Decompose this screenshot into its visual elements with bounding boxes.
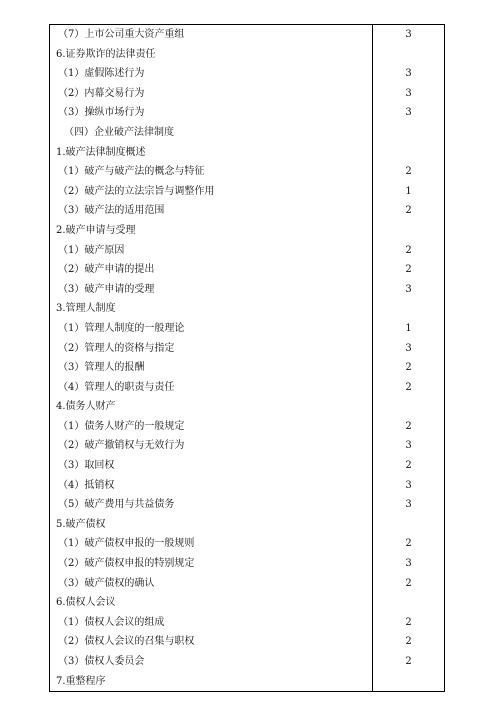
table-row [50,45,445,65]
table-row [50,84,445,104]
topic-item: （1）虚假陈述行为 [50,64,373,84]
level-cell: 2 [373,241,445,261]
level-cell: 2 [373,534,445,554]
table-row [50,221,445,241]
table-row [50,574,445,594]
table-row [50,358,445,378]
table-row [50,417,445,437]
topic-heading: 7.重整程序 [50,672,373,692]
table-row [50,436,445,456]
table-row [50,103,445,123]
level-cell: 3 [373,476,445,496]
level-cell: 2 [373,201,445,221]
level-cell [373,123,445,143]
topic-item: （3）管理人的报酬 [50,358,373,378]
topic-item: （3）债权人委员会 [50,652,373,672]
table-row [50,672,445,692]
table-row [50,456,445,476]
topic-item: （4）抵销权 [50,476,373,496]
table-row [50,201,445,221]
level-cell: 3 [373,25,445,45]
table-row [50,495,445,515]
table-row [50,476,445,496]
table-row [50,515,445,535]
table-row [50,182,445,202]
level-cell [373,221,445,241]
topic-item: （2）管理人的资格与指定 [50,339,373,359]
topic-item: （1）债权人会议的组成 [50,613,373,633]
topic-item: （1）管理人制度的一般理论 [50,319,373,339]
table-row [50,260,445,280]
level-cell: 2 [373,574,445,594]
level-cell: 3 [373,64,445,84]
level-cell: 2 [373,417,445,437]
level-cell: 3 [373,84,445,104]
topic-heading: 2.破产申请与受理 [50,221,373,241]
table-row [50,593,445,613]
level-cell: 2 [373,652,445,672]
topic-heading: 6.债权人会议 [50,593,373,613]
level-cell: 1 [373,182,445,202]
level-cell [373,672,445,692]
level-cell: 2 [373,260,445,280]
table-row [50,280,445,300]
topic-item: （7）上市公司重大资产重组 [50,25,373,45]
level-cell: 2 [373,358,445,378]
topic-item: （1）破产原因 [50,241,373,261]
topic-item: （2）破产申请的提出 [50,260,373,280]
table-row [50,123,445,143]
syllabus-table-body [50,25,445,692]
table-row [50,25,445,45]
topic-item: （2）债权人会议的召集与职权 [50,632,373,652]
table-row [50,64,445,84]
syllabus-table [49,24,445,692]
table-row [50,241,445,261]
level-cell [373,593,445,613]
level-cell [373,515,445,535]
topic-heading: 6.证券欺诈的法律责任 [50,45,373,65]
topic-heading: 1.破产法律制度概述 [50,143,373,163]
topic-heading: 3.管理人制度 [50,299,373,319]
table-row [50,397,445,417]
topic-item: （1）债务人财产的一般规定 [50,417,373,437]
table-row [50,143,445,163]
topic-item: （1）破产债权申报的一般规则 [50,534,373,554]
level-cell: 2 [373,632,445,652]
topic-item: （3）取回权 [50,456,373,476]
level-cell: 3 [373,436,445,456]
level-cell: 2 [373,162,445,182]
topic-item: （3）破产申请的受理 [50,280,373,300]
topic-item: （1）破产与破产法的概念与特征 [50,162,373,182]
table-row [50,534,445,554]
level-cell: 2 [373,613,445,633]
level-cell [373,143,445,163]
topic-heading: 5.破产债权 [50,515,373,535]
topic-item: （2）内幕交易行为 [50,84,373,104]
level-cell [373,397,445,417]
level-cell [373,45,445,65]
level-cell: 3 [373,280,445,300]
level-cell: 2 [373,456,445,476]
table-row [50,632,445,652]
level-cell: 1 [373,319,445,339]
table-row [50,652,445,672]
table-row [50,319,445,339]
level-cell: 2 [373,378,445,398]
table-row [50,339,445,359]
level-cell: 3 [373,103,445,123]
level-cell: 3 [373,495,445,515]
topic-item: （2）破产法的立法宗旨与调整作用 [50,182,373,202]
topic-item: （3）操纵市场行为 [50,103,373,123]
table-row [50,378,445,398]
topic-item: （2）破产撤销权与无效行为 [50,436,373,456]
table-row [50,554,445,574]
topic-item: （3）破产债权的确认 [50,574,373,594]
topic-item: （5）破产费用与共益债务 [50,495,373,515]
table-row [50,162,445,182]
section-title: （四）企业破产法律制度 [50,123,373,143]
level-cell: 3 [373,339,445,359]
topic-item: （4）管理人的职责与责任 [50,378,373,398]
table-row [50,613,445,633]
level-cell: 3 [373,554,445,574]
level-cell [373,299,445,319]
table-row [50,299,445,319]
topic-heading: 4.债务人财产 [50,397,373,417]
topic-item: （3）破产法的适用范围 [50,201,373,221]
topic-item: （2）破产债权申报的特别规定 [50,554,373,574]
